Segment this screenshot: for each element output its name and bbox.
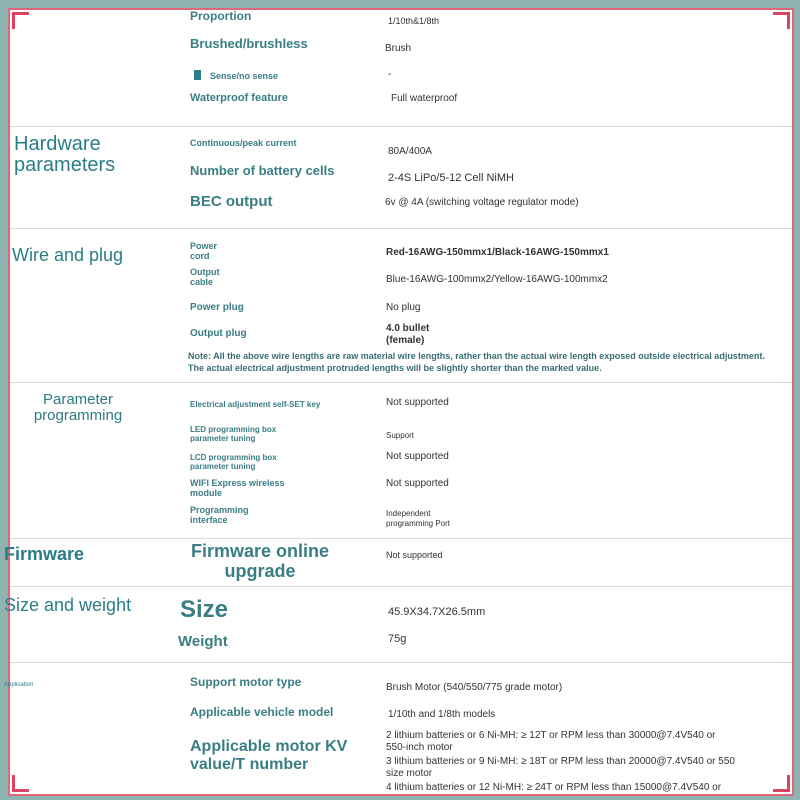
lcd-box-label: LCD programming box parameter tuning <box>190 453 277 471</box>
output-plug-value: 4.0 bullet (female) <box>386 323 430 346</box>
weight-value: 75g <box>388 633 407 645</box>
spec-sheet-frame <box>4 8 794 796</box>
motor-type-value: Brush Motor (540/550/775 grade motor) <box>386 682 563 693</box>
proportion-value: 1/10th&1/8th <box>388 16 440 26</box>
current-label: Continuous/peak current <box>190 138 297 148</box>
proportion-label: Proportion <box>190 9 252 23</box>
programming-interface-value: Independent programming Port <box>386 509 451 528</box>
section-title-programming: Parameter programming <box>33 391 123 424</box>
size-label: Size <box>180 596 229 623</box>
firmware-upgrade-label: Firmware online upgrade <box>190 541 330 581</box>
battery-cells-value: 2-4S LiPo/5-12 Cell NiMH <box>388 172 514 184</box>
wifi-module-label: WIFI Express wireless module <box>190 478 285 498</box>
output-cable-value: Blue-16AWG-100mmx2/Yellow-16AWG-100mmx2 <box>386 274 608 285</box>
waterproof-value: Full waterproof <box>391 93 458 104</box>
section-title-hardware: Hardware parameters <box>14 133 116 176</box>
section-title-wire: Wire and plug <box>12 245 124 265</box>
set-key-label: Electrical adjustment self-SET key <box>190 400 321 409</box>
section-divider <box>10 382 792 383</box>
battery-cells-label: Number of battery cells <box>190 163 335 178</box>
size-value: 45.9X34.7X26.5mm <box>388 606 486 618</box>
power-cord-value: Red-16AWG-150mmx1/Black-16AWG-150mmx1 <box>386 247 609 258</box>
bec-output-label: BEC output <box>190 193 273 210</box>
bec-output-value: 6v @ 4A (switching voltage regulator mode) <box>385 197 579 208</box>
section-divider <box>10 126 792 127</box>
output-plug-label: Output plug <box>190 328 247 339</box>
vehicle-model-value: 1/10th and 1/8th models <box>388 709 496 720</box>
section-divider <box>10 228 792 229</box>
set-key-value: Not supported <box>386 397 449 408</box>
wire-length-note: Note: All the above wire lengths are raw material wire lengths, rather than the actual wire length exposed outside electrical adjustment. The actual electrical adjustment protruded lengths will be slightly shorter than the marked value. <box>188 351 765 373</box>
brush-type-value: Brush <box>385 43 412 54</box>
section-divider <box>10 662 792 663</box>
lcd-box-value: Not supported <box>386 451 449 462</box>
wifi-module-value: Not supported <box>386 478 449 489</box>
section-title-firmware: Firmware <box>4 544 85 564</box>
vehicle-model-label: Applicable vehicle model <box>190 705 334 719</box>
weight-label: Weight <box>178 633 228 650</box>
info-icon <box>194 70 201 80</box>
section-divider <box>10 538 792 539</box>
corner-mark-bottom-left <box>12 775 29 792</box>
led-box-label: LED programming box parameter tuning <box>190 425 277 443</box>
power-cord-label: Power cord <box>190 241 218 261</box>
corner-mark-top-right <box>773 12 790 29</box>
output-cable-label: Output cable <box>190 267 220 287</box>
power-plug-value: No plug <box>386 302 421 313</box>
motor-kv-label: Applicable motor KV value/T number <box>190 738 348 773</box>
power-plug-label: Power plug <box>190 302 244 313</box>
current-value: 80A/400A <box>388 146 432 157</box>
programming-interface-label: Programming interface <box>190 505 249 525</box>
section-title-size: Size and weight <box>4 595 132 615</box>
corner-mark-top-left <box>12 12 29 29</box>
motor-kv-value-3s: 3 lithium batteries or 9 Ni-MH: ≥ 18T or RPM less than 20000@7.4V540 or 550 size motor <box>386 756 735 779</box>
sense-value: - <box>388 69 392 80</box>
firmware-upgrade-value: Not supported <box>386 550 443 560</box>
waterproof-label: Waterproof feature <box>190 92 288 104</box>
brush-type-label: Brushed/brushless <box>190 36 308 51</box>
motor-kv-value-2s: 2 lithium batteries or 6 Ni-MH: ≥ 12T or RPM less than 30000@7.4V540 or 550-inch motor <box>386 730 716 753</box>
section-divider <box>10 586 792 587</box>
motor-type-label: Support motor type <box>190 675 302 689</box>
section-title-application: Application <box>4 682 34 688</box>
led-box-value: Support <box>386 431 415 440</box>
sense-label: Sense/no sense <box>210 71 279 81</box>
corner-mark-bottom-right <box>773 775 790 792</box>
motor-kv-value-4s: 4 lithium batteries or 12 Ni-MH: ≥ 24T or RPM less than 15000@7.4V540 or <box>386 782 722 793</box>
